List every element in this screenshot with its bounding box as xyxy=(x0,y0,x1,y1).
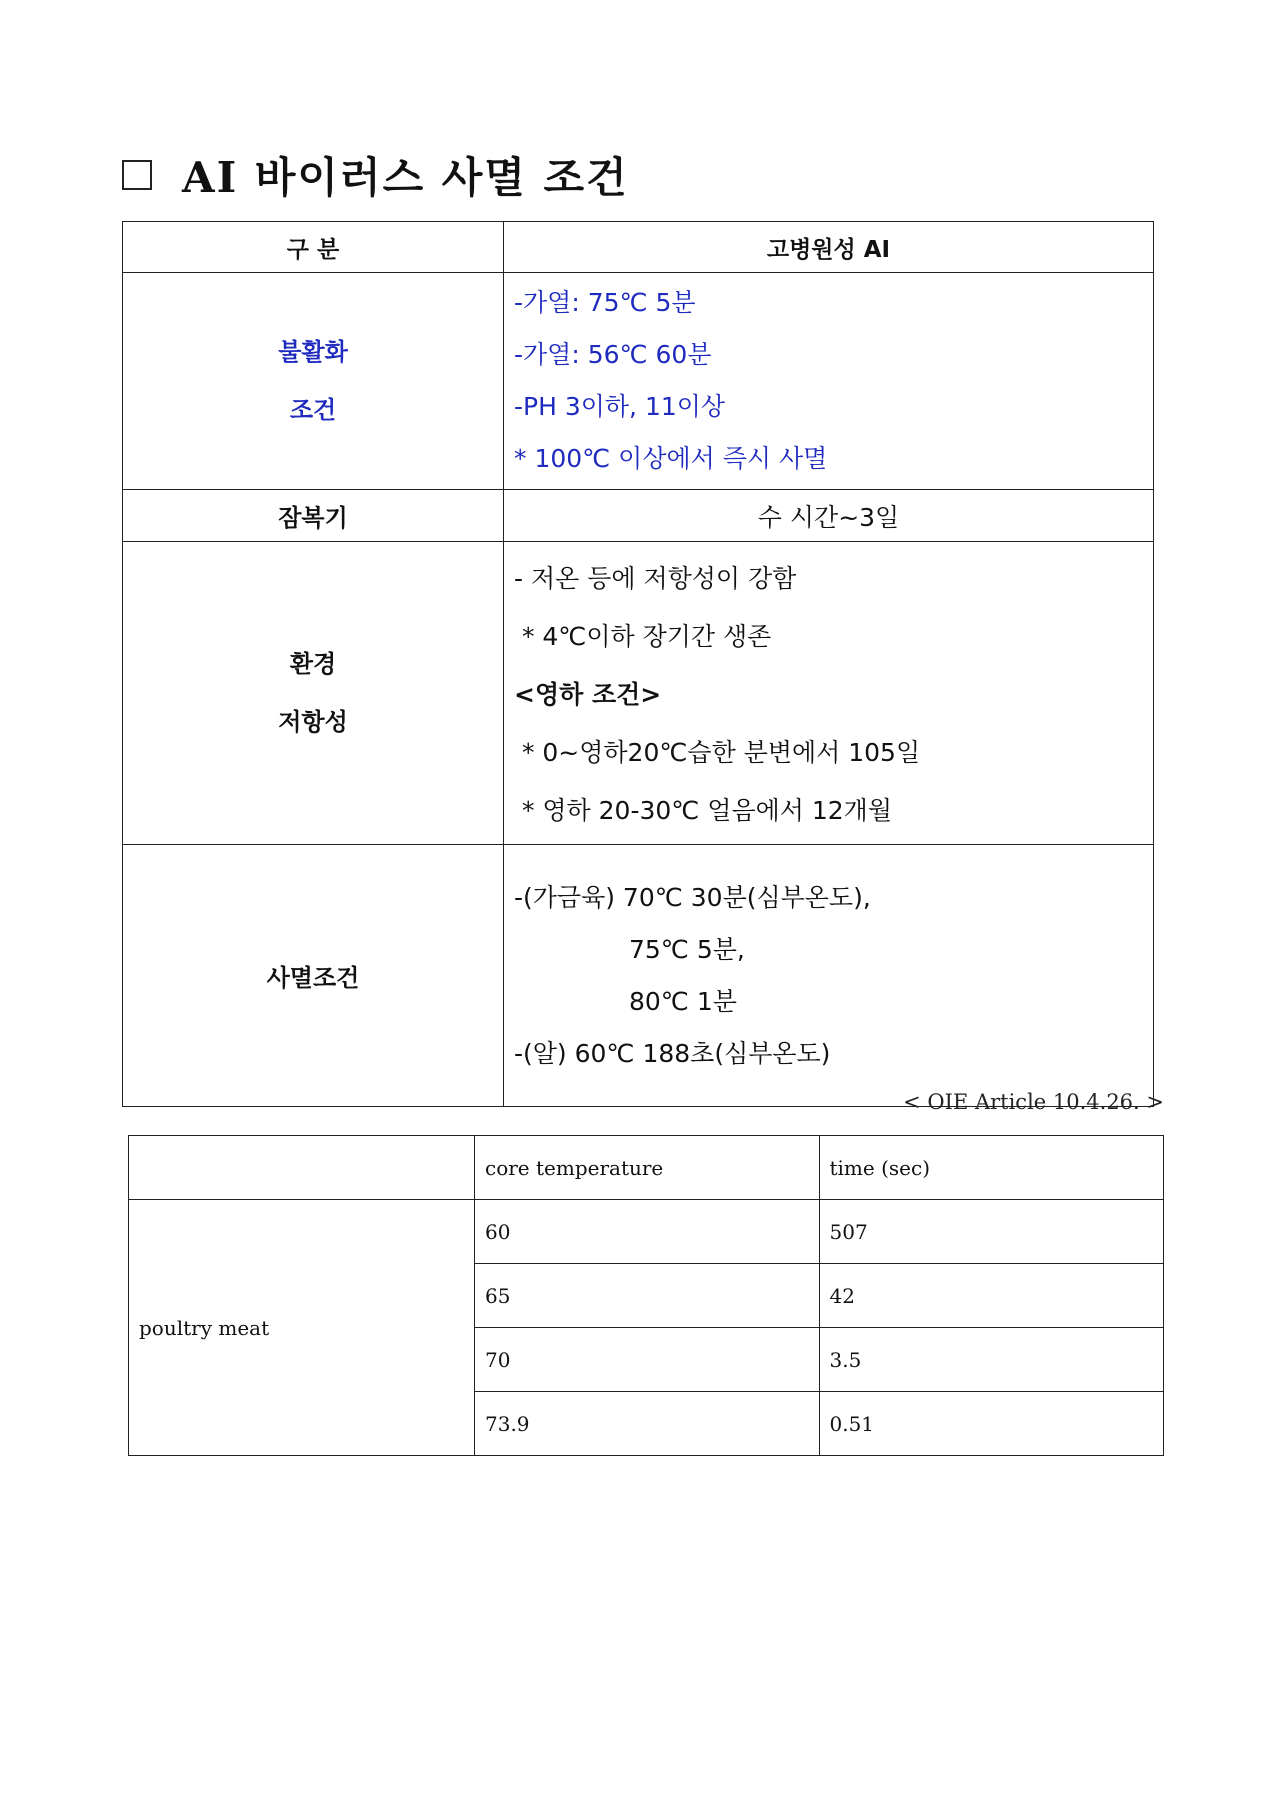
inactivation-content xyxy=(504,273,1154,490)
kill-line: 80℃ 1분 xyxy=(629,986,737,1016)
table2-header-row xyxy=(129,1136,1164,1200)
header-hpai: 고병원성 AI xyxy=(504,222,1154,273)
table2-header-time: time (sec) xyxy=(819,1136,1164,1200)
page-title xyxy=(122,145,629,205)
resistance-label: 환경 저항성 xyxy=(123,542,504,845)
poultry-meat-table xyxy=(128,1135,1164,1456)
table-row xyxy=(129,1200,1164,1264)
header-category: 구 분 xyxy=(123,222,504,273)
kill-conditions-content xyxy=(504,845,1154,1107)
title-text: AI 바이러스 사멸 조건 xyxy=(182,153,629,202)
kill-line: 75℃ 5분, xyxy=(629,934,745,964)
inactivation-line: -PH 3이하, 11이상 xyxy=(514,392,726,421)
inactivation-line: -가열: 56℃ 60분 xyxy=(514,340,712,369)
table2-header-core-temperature: core temperature xyxy=(475,1136,820,1200)
resistance-content xyxy=(504,542,1154,845)
resistance-line: - 저온 등에 저항성이 강함 xyxy=(514,564,797,593)
row-label-poultry-meat: poultry meat xyxy=(129,1200,475,1456)
cell-temp: 70 xyxy=(475,1328,820,1392)
cell-temp: 73.9 xyxy=(475,1392,820,1456)
resistance-line: <영하 조건> xyxy=(514,680,662,709)
incubation-row xyxy=(123,490,1154,542)
resistance-line: * 영하 20-30℃ 얼음에서 12개월 xyxy=(514,796,892,825)
cell-temp: 65 xyxy=(475,1264,820,1328)
table-header-row xyxy=(123,222,1154,273)
inactivation-label: 불활화 조건 xyxy=(123,273,504,490)
cell-time: 42 xyxy=(819,1264,1164,1328)
cell-temp: 60 xyxy=(475,1200,820,1264)
source-citation: < OIE Article 10.4.26. > xyxy=(903,1090,1164,1114)
inactivation-line: * 100℃ 이상에서 즉시 사멸 xyxy=(514,444,828,473)
ai-conditions-table xyxy=(122,221,1154,1107)
resistance-line: * 4℃이하 장기간 생존 xyxy=(514,622,772,651)
resistance-row xyxy=(123,542,1154,845)
resistance-line: * 0~영하20℃습한 분변에서 105일 xyxy=(514,738,921,767)
table2-header-empty xyxy=(129,1136,475,1200)
cell-time: 0.51 xyxy=(819,1392,1164,1456)
kill-conditions-row xyxy=(123,845,1154,1107)
checkbox-square-icon xyxy=(122,160,152,190)
incubation-value: 수 시간~3일 xyxy=(504,490,1154,542)
kill-line: -(알) 60℃ 188초(심부온도) xyxy=(514,1038,831,1068)
kill-conditions-label: 사멸조건 xyxy=(123,845,504,1107)
kill-line: -(가금육) 70℃ 30분(심부온도), xyxy=(514,882,871,912)
inactivation-row xyxy=(123,273,1154,490)
inactivation-line: -가열: 75℃ 5분 xyxy=(514,288,696,317)
cell-time: 507 xyxy=(819,1200,1164,1264)
incubation-label: 잠복기 xyxy=(123,490,504,542)
cell-time: 3.5 xyxy=(819,1328,1164,1392)
